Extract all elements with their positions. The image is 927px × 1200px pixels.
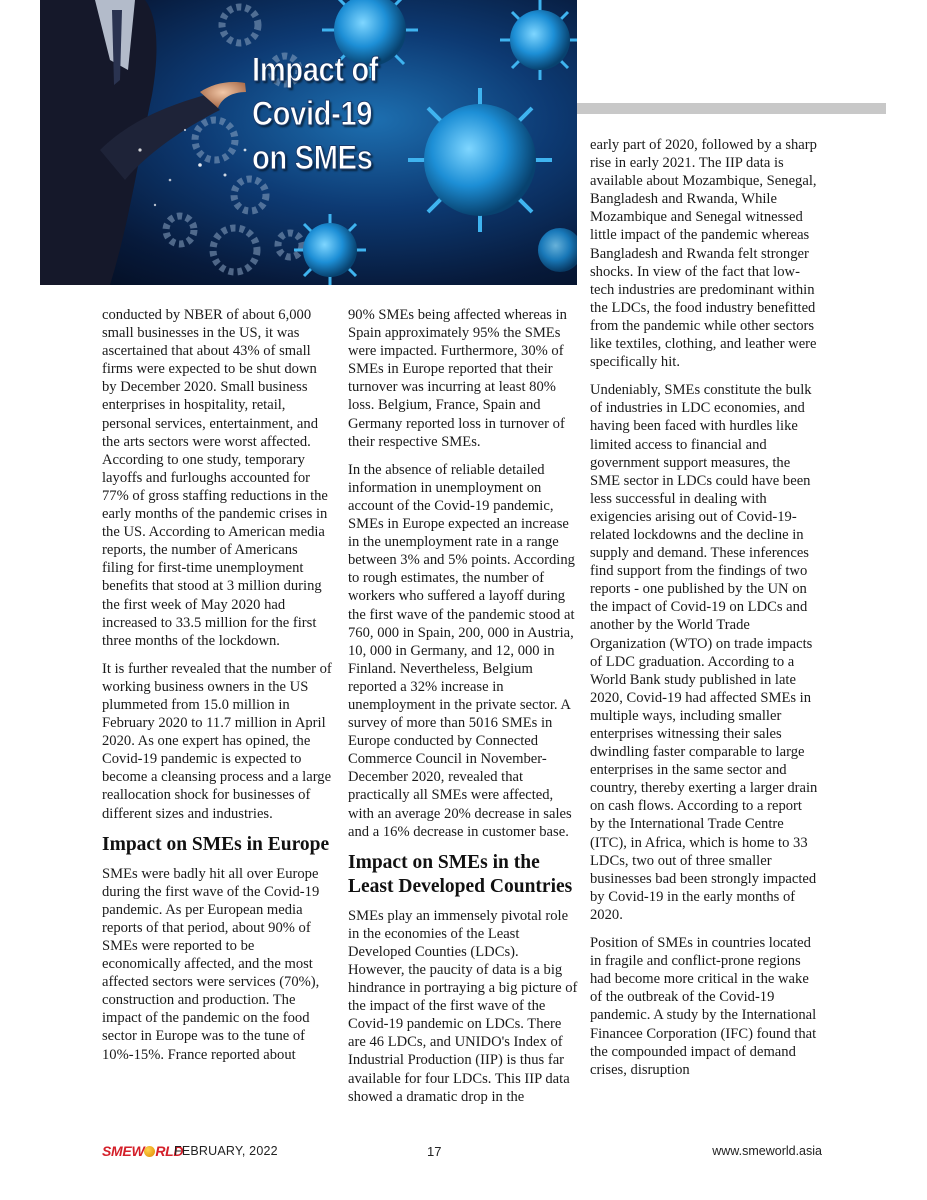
paragraph: Position of SMEs in countries located in fragile and conflict-prone regions had become more critical in the wake of the outbreak of the Covid-19 pandemic. A study by the International Financee Corporation (IFC) found that the compounded impact of demand crises, disruption [590, 935, 817, 1078]
paragraph: early part of 2020, followed by a sharp rise in early 2021. The IIP data is available about Mozambique, Senegal, Bangladesh and Rwanda, While Mozambique and Senegal witnessed little impact of the pandemic whereas Bangladesh and Rwanda felt stronger shocks. In view of the fact that low-tech industries are predominant within the LDCs, the food industry benefitted from the pandemic while other sectors like textiles, clothing, and leather were specifically hit. [590, 137, 817, 371]
article-column-2 [348, 306, 578, 1116]
globe-icon [144, 1146, 155, 1157]
paragraph: SMEs were badly hit all over Europe during the first wave of the Covid-19 pandemic. As per European media reports of that period, about 90% of SMEs were reported to be economically affected, and the most affected sectors were services (70%), construction and production. The impact of the pandemic on the food sector in Europe was to the tune of 10%-15%. France reported about [102, 865, 320, 1063]
hero-title-line: on SMEs [252, 139, 373, 177]
paragraph: In the absence of reliable detailed information in unemployment on account of the Covid-19 pandemic, SMEs in Europe expected an increase in the unemployment rate in a range between 3% and 5% points. According to rough estimates, the number of workers who suffered a layoff during the first wave of the pandemic stood at 760, 000 in Spain, 200, 000 in Austria, 10, 000 in Germany, and 12, 000 in Finland. Nevertheless, Belgium reported a 32% increase in unemployment in the private sector. A survey of more than 5016 SMEs in Europe conducted by Connected Commerce Council in November-December 2020, revealed that practically all SMEs were affected, with an average 20% decrease in sales and a 16% decrease in customer base. [348, 461, 575, 840]
page-number: 17 [427, 1144, 442, 1159]
logo-text: SME [102, 1143, 132, 1159]
page-footer [0, 1140, 927, 1170]
hero-title-line: Covid-19 [252, 95, 373, 133]
hero-image [40, 0, 577, 285]
website-link[interactable]: www.smeworld.asia [712, 1144, 822, 1158]
issue-date: FEBRUARY, 2022 [174, 1144, 278, 1158]
section-heading: Impact on SMEs in Europe [102, 833, 330, 855]
paragraph: Undeniably, SMEs constitute the bulk of industries in LDC economies, and having been faced with hurdles like limited access to financial and government support measures, the SME sector in LDCs could have been less successful in dealing with exigencies arising out of Covid-19-related lockdowns and the decline in supply and demand. These inferences find support from the findings of two reports - one published by the UN on the impact of Covid-19 on LDCs and another by the World Trade Organization (WTO) on trade impacts of LDC graduation. According to a World Bank study published in late 2020, Covid-19 had affected SMEs in multiple ways, including smaller enterprises witnessing their sales dwindling faster comparable to large enterprises in the same sector and country, thereby exerting a larger drain on cash flows. According to a report by the International Trade Centre (ITC), in Africa, which is home to 33 LDCs, two out of three smaller businesses bad been strongly impacted by Covid-19 in the early months of 2020. [590, 382, 818, 923]
hero-title-line: Impact of [252, 51, 379, 89]
hero-title [252, 48, 510, 180]
article-column-1 [102, 306, 332, 1074]
section-heading: Impact on SMEs in the Least Developed Countries [348, 851, 573, 897]
paragraph: SMEs play an immensely pivotal role in the economies of the Least Developed Counties (LDCs). However, the paucity of data is a big hindrance in portraying a big picture of the impact of the first wave of the Covid-19 pandemic on LDCs. There are 46 LDCs, and UNIDO's Index of Industrial Production (IIP) is thus far available for four LDCs. This IIP data showed a dramatic drop in the [348, 907, 578, 1105]
divider-bar [577, 103, 886, 114]
paragraph: It is further revealed that the number of working business owners in the US plummeted from 15.0 million in February 2020 to 11.7 million in April 2020. As one expert has opined, the Covid-19 pandemic is expected to become a cleansing process and a large reallocation shock for businesses of different sizes and industries. [102, 660, 332, 822]
logo-text: W [131, 1143, 145, 1159]
smeworld-logo [102, 1143, 183, 1159]
paragraph: conducted by NBER of about 6,000 small businesses in the US, it was ascertained that about 43% of small firms were expected to be shut down by December 2020. Small business enterprises in hospitality, retail, personal services, entertainment, and the arts sectors were worst affected. According to one study, temporary layoffs and furloughs accounted for 77% of gross staffing reductions in the early months of the pandemic crises in the US. According to American media reports, the number of Americans filing for first-time unemployment benefits that stood at 3 million during the first week of May 2020 had increased to 33.5 million for the first three months of the lockdown. [102, 307, 328, 649]
paragraph: 90% SMEs being affected whereas in Spain approximately 95% the SMEs were impacted. Furthermore, 30% of SMEs in Europe reported that their turnover was incurring at least 80% loss. Belgium, France, Spain and Germany reported loss in turnover of their respective SMEs. [348, 307, 567, 450]
article-column-3 [590, 136, 820, 1089]
logo-text: RLD [155, 1143, 184, 1159]
